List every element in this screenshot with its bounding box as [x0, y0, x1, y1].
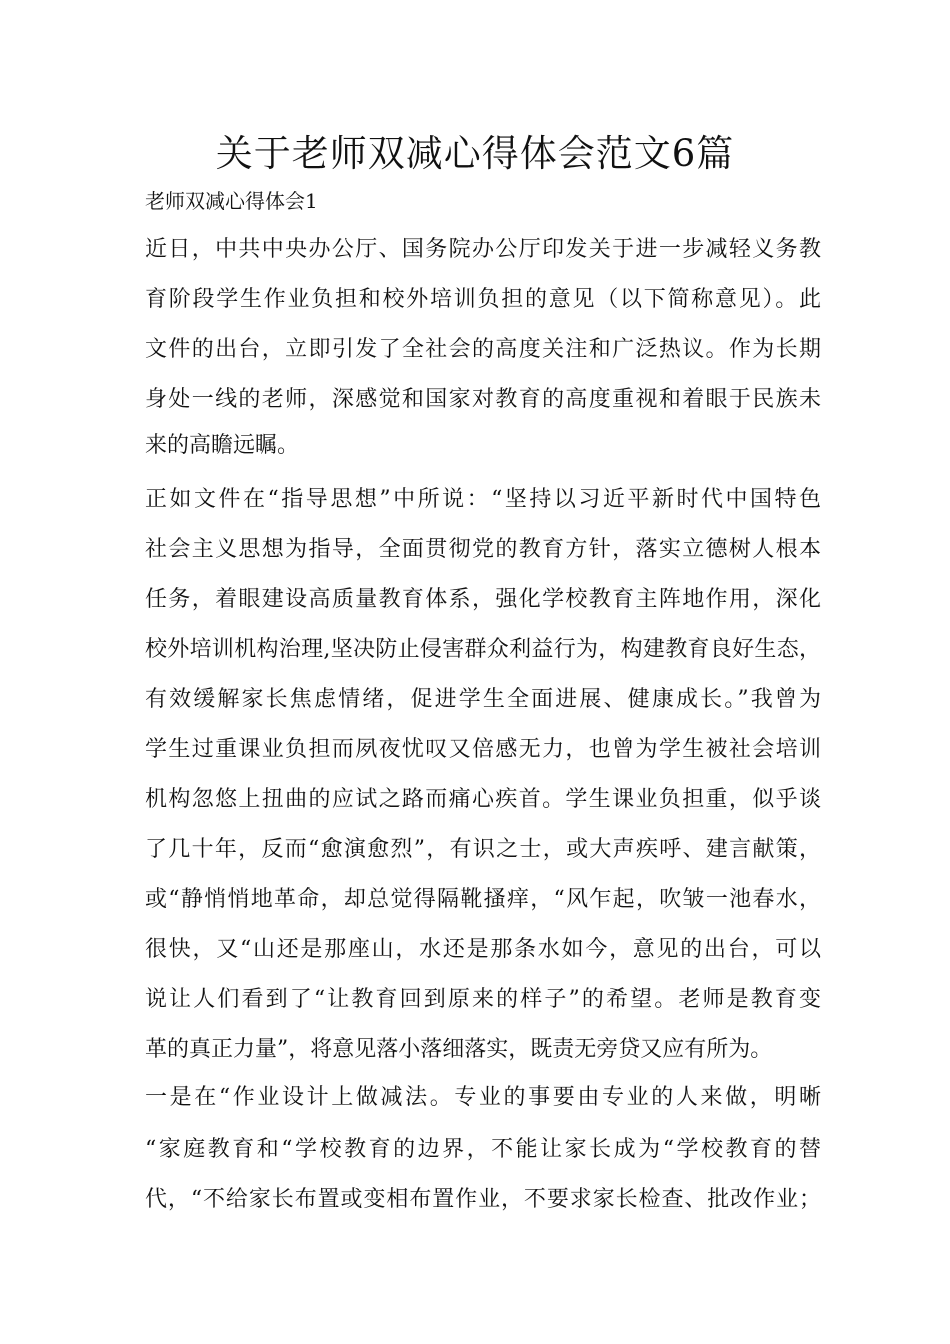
paragraph-line: 学生过重课业负担而夙夜忧叹又倍感无力，也曾为学生被社会培训	[145, 737, 821, 762]
paragraph-line: 社会主义思想为指导，全面贯彻党的教育方针，落实立德树人根本	[145, 537, 821, 562]
section-heading: 老师双减心得体会1	[145, 189, 318, 213]
paragraph-line: 任务，着眼建设高质量教育体系，强化学校教育主阵地作用，深化	[145, 587, 821, 612]
paragraph-line: 文件的出台，立即引发了全社会的高度关注和广泛热议。作为长期	[145, 337, 821, 362]
paragraph-line: 代，“不给家长布置或变相布置作业，不要求家长检查、批改作业；	[145, 1187, 821, 1212]
paragraph-line: 正如文件在“指导思想”中所说：“坚持以习近平新时代中国特色	[145, 487, 821, 512]
paragraph-line: 近日，中共中央办公厅、国务院办公厅印发关于进一步减轻义务教	[145, 237, 821, 262]
paragraph-line: 身处一线的老师，深感觉和国家对教育的高度重视和着眼于民族未	[145, 387, 821, 412]
paragraph-line: 来的高瞻远瞩。	[145, 433, 300, 458]
paragraph-line: 很快，又“山还是那座山，水还是那条水如今，意见的出台，可以	[145, 937, 821, 962]
paragraph-line: 了几十年，反而“愈演愈烈”，有识之士，或大声疾呼、建言献策，	[145, 837, 821, 862]
paragraph-line: “家庭教育和“学校教育的边界，不能让家长成为“学校教育的替	[145, 1137, 821, 1162]
paragraph-line: 育阶段学生作业负担和校外培训负担的意见（以下简称意见）。此	[145, 287, 821, 312]
paragraph-line: 革的真正力量”，将意见落小落细落实，既责无旁贷又应有所为。	[145, 1037, 773, 1062]
paragraph-line: 或“静悄悄地革命，却总觉得隔靴搔痒，“风乍起，吹皱一池春水，	[145, 887, 821, 912]
paragraph-line: 校外培训机构治理,坚决防止侵害群众利益行为，构建教育良好生态，	[145, 637, 821, 662]
paragraph-line: 有效缓解家长焦虑情绪，促进学生全面进展、健康成长。”我曾为	[145, 687, 821, 712]
document-title: 关于老师双减心得体会范文6篇	[215, 132, 735, 175]
paragraph-line: 一是在“作业设计上做减法。专业的事要由专业的人来做，明晰	[145, 1085, 821, 1110]
paragraph-line: 说让人们看到了“让教育回到原来的样子”的希望。老师是教育变	[145, 987, 821, 1012]
paragraph-line: 机构忽悠上扭曲的应试之路而痛心疾首。学生课业负担重，似乎谈	[145, 787, 821, 812]
